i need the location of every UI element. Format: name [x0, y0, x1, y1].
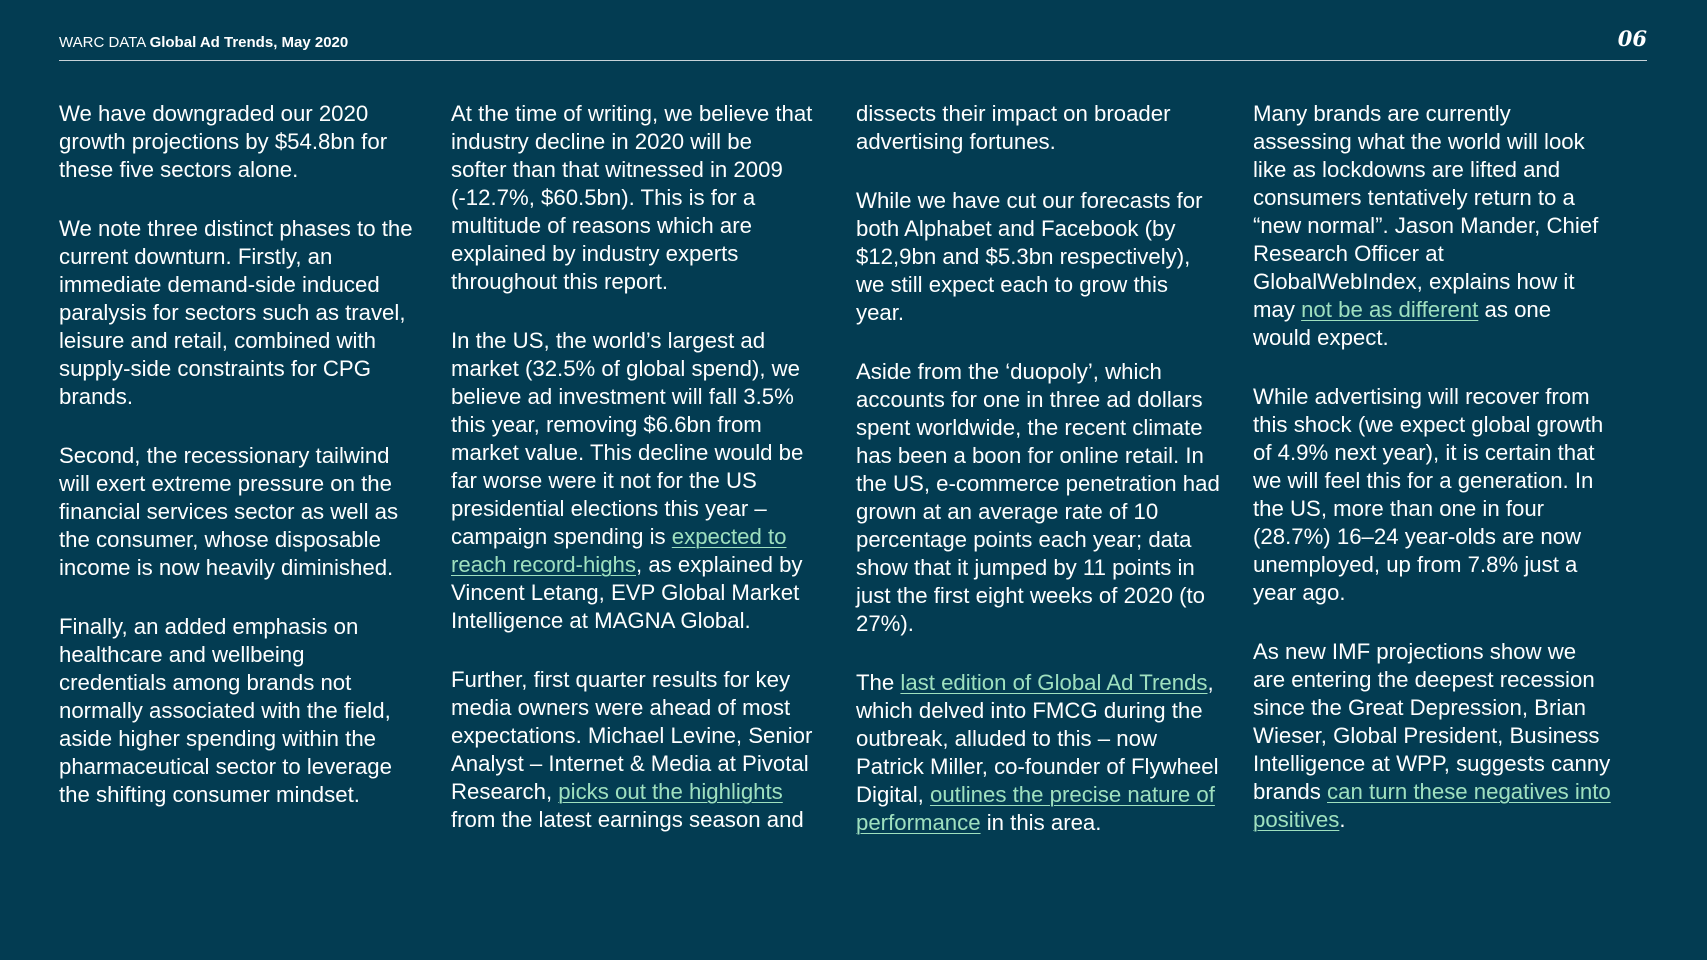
paragraph-text: While advertising will recover from this shock (we expect global growth of 4.9% next year), it is certain that we will feel this for a generation. In the US, more than one in four (28.7%) 16–24 year-olds are now unemployed, up from 7.8% just a year ago.	[1253, 384, 1604, 605]
paragraph-text: In the US, the world’s largest ad market (32.5% of global spend), we believe ad investment will fall 3.5% this year, removing $6.6bn from market value. This decline would be far worse were it not for the US presidential elections this year – campaign spending is	[451, 328, 804, 549]
text-column-1	[59, 100, 414, 840]
paragraph	[451, 100, 813, 296]
paragraph-text: We have downgraded our 2020 growth projections by $54.8bn for these five sectors alone.	[59, 101, 388, 182]
paragraph-text: in this area.	[980, 810, 1102, 835]
link-not-as-different[interactable]: not be as different	[1301, 297, 1479, 322]
link-picks-out-highlights[interactable]: picks out the highlights	[558, 779, 783, 804]
paragraph-text: Aside from the ‘duopoly’, which accounts for one in three ad dollars spent worldwide, the recent climate has been a boon for online retail. In the US, e-commerce penetration had grown at an average rate of 10 percentage points each year; data show that it jumped by 11 points in just the first eight weeks of 2020 (to 27%).	[856, 359, 1220, 636]
paragraph-text: We note three distinct phases to the current downturn. Firstly, an immediate demand-side induced paralysis for sectors such as travel, leisure and retail, combined with supply-side constraints for CPG brands.	[59, 216, 413, 409]
link-negatives-into-positives[interactable]: can turn these negatives into positives	[1253, 779, 1611, 832]
paragraph	[451, 666, 813, 834]
page-number: 06	[1617, 26, 1647, 51]
paragraph	[59, 442, 414, 582]
paragraph-text: .	[1339, 807, 1346, 832]
paragraph-text: At the time of writing, we believe that industry decline in 2020 will be softer than that witnessed in 2009 (-12.7%, $60.5bn). This is for a multitude of reasons which are explained by industry experts throughout this report.	[451, 101, 813, 294]
link-outlines-precise-nature[interactable]: outlines the precise nature of performance	[856, 782, 1215, 835]
paragraph	[59, 215, 414, 411]
paragraph	[856, 187, 1221, 327]
link-last-edition-global-ad-trends[interactable]: last edition of Global Ad Trends	[900, 670, 1208, 695]
paragraph	[856, 358, 1221, 638]
paragraph	[59, 100, 414, 184]
page-header	[59, 24, 1647, 61]
text-column-4	[1253, 100, 1613, 865]
paragraph-text: Many brands are currently assessing what the world will look like as lockdowns are lifted and consumers tentatively return to a “new normal”. Jason Mander, Chief Research Officer at GlobalWebIndex, explains how it may	[1253, 101, 1599, 322]
paragraph-text: as one would expect.	[1253, 297, 1552, 350]
paragraph-text: Further, first quarter results for key media owners were ahead of most expectations. Michael Levine, Senior Analyst – Internet & Media at Pivotal Research,	[451, 667, 813, 804]
text-column-2	[451, 100, 813, 865]
paragraph-text: from the latest earnings season and	[451, 807, 804, 832]
paragraph	[856, 669, 1221, 837]
paragraph-text: As new IMF projections show we are entering the deepest recession since the Great Depression, Brian Wieser, Global President, Business Intelligence at WPP, suggests canny brands	[1253, 639, 1611, 804]
paragraph-text: , as explained by Vincent Letang, EVP Global Market Intelligence at MAGNA Global.	[451, 552, 803, 633]
report-title: Global Ad Trends, May 2020	[149, 34, 349, 51]
paragraph	[59, 613, 414, 809]
paragraph	[856, 100, 1221, 156]
paragraph	[1253, 383, 1613, 607]
paragraph	[1253, 638, 1613, 834]
paragraph-text: Finally, an added emphasis on healthcare and wellbeing credentials among brands not normally associated with the field, aside higher spending within the pharmaceutical sector to leverage the shifting consumer mindset.	[59, 614, 392, 807]
paragraph-text: While we have cut our forecasts for both Alphabet and Facebook (by $12,9bn and $5.3bn respectively), we still expect each to grow this year.	[856, 188, 1203, 325]
paragraph-text: The	[856, 670, 901, 695]
publication-title	[59, 34, 348, 51]
text-column-3	[856, 100, 1221, 868]
link-record-highs[interactable]: expected to reach record-highs	[451, 524, 787, 577]
paragraph	[451, 327, 813, 635]
paragraph-text: Second, the recessionary tailwind will exert extreme pressure on the financial services sector as well as the consumer, whose disposable income is now heavily diminished.	[59, 443, 399, 580]
paragraph	[1253, 100, 1613, 352]
brand-name: WARC DATA	[59, 34, 146, 51]
paragraph-text: , which delved into FMCG during the outbreak, alluded to this – now Patrick Miller, co-founder of Flywheel Digital,	[856, 670, 1219, 807]
paragraph-text: dissects their impact on broader advertising fortunes.	[856, 101, 1171, 154]
